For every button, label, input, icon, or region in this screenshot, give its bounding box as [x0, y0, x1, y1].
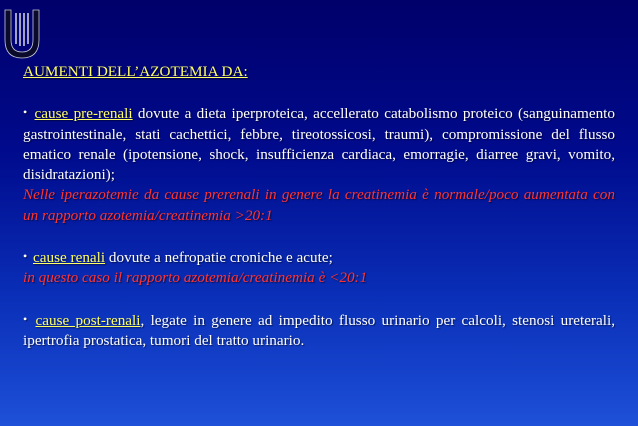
cause-label: cause renali: [33, 249, 106, 267]
bullet-icon: •: [23, 249, 28, 264]
bullet-icon: •: [23, 105, 28, 120]
item-post-renal: [23, 309, 615, 352]
slide-content: [23, 62, 615, 351]
cause-description: , legate in genere ad impedito flusso urinario per calcoli, stenosi ureterali, ipertrofia prostatica, tumori del tratto urinario.: [23, 311, 616, 349]
note-text: in questo caso il rapporto azotemia/creatinemia è <20:1: [23, 269, 368, 287]
note-text: Nelle iperazotemie da cause prerenali in genere la creatinemia è normale/poco aumentata con un rapporto azotemia/creatinemia >20:1: [23, 186, 615, 224]
cause-description: dovute a dieta iperproteica, accellerato catabolismo proteico (sanguinamento gastrointestinale, stati cachettici, febbre, tireotossicosi, traumi), compromissione del flusso ematico renale (ipotensione, shock, insufficienza cardiaca, emorragie, diarree gravi, vomito, disidratazioni);: [23, 105, 615, 184]
item-pre-renal: [23, 102, 615, 185]
slide-title: AUMENTI DELL’AZOTEMIA DA:: [23, 63, 248, 80]
item-renal: [23, 246, 615, 268]
cause-label: cause post-renali: [35, 311, 141, 329]
cause-label: cause pre-renali: [34, 105, 133, 123]
cause-description: dovute a nefropatie croniche e acute;: [105, 249, 333, 267]
bullet-icon: •: [23, 311, 28, 326]
university-logo-icon: [2, 6, 42, 64]
